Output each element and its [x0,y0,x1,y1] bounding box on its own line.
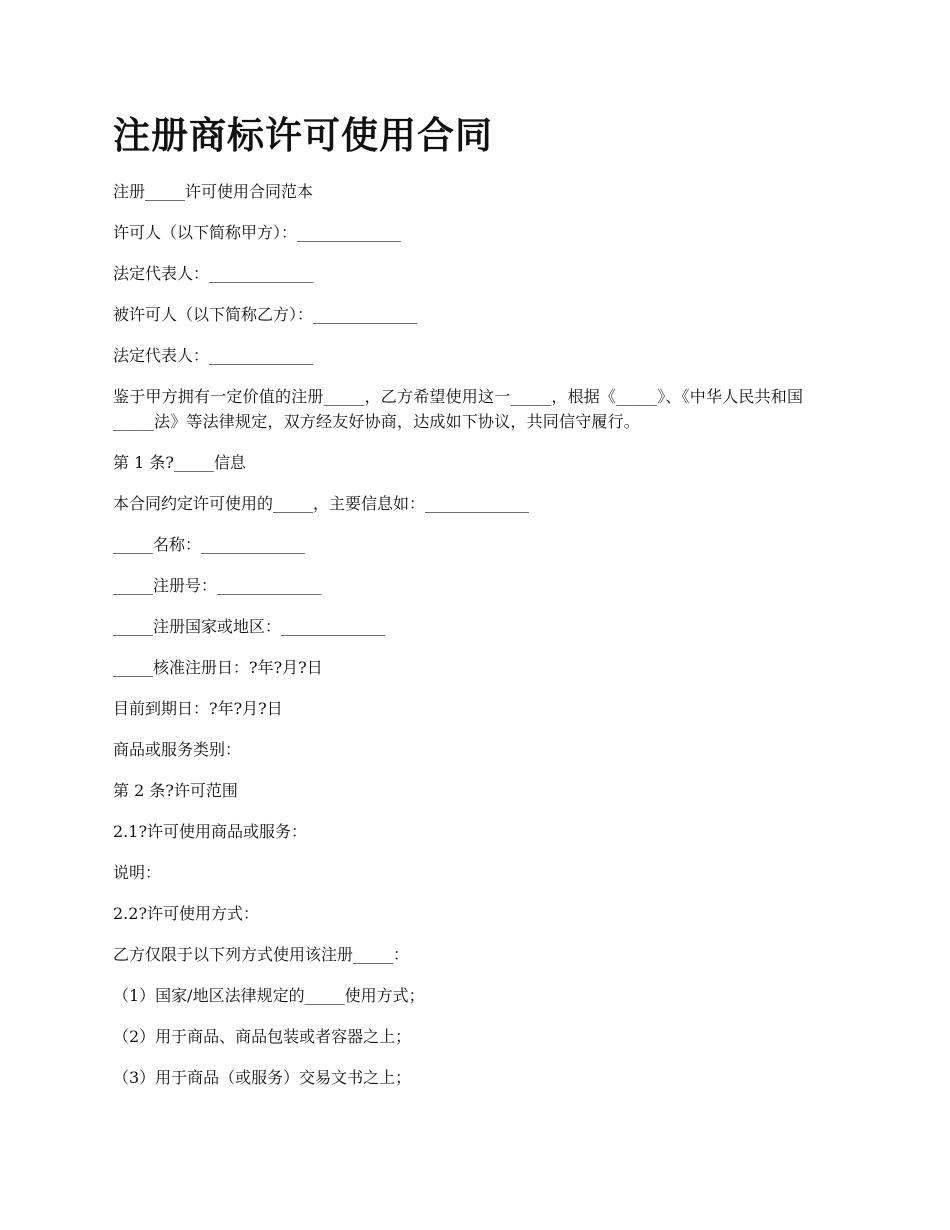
paragraph-registration-number: _____注册号：_____________ [113,576,322,595]
paragraph-name: _____名称：_____________ [113,535,306,554]
document-title: 注册商标许可使用合同 [113,114,493,157]
list-item-3: （3）用于商品（或服务）交易文书之上； [113,1068,412,1087]
article-1-heading: 第 1 条?_____信息 [113,453,246,472]
paragraph-licensee-representative: 法定代表人：_____________ [113,346,314,365]
paragraph-usage-restriction: 乙方仅限于以下列方式使用该注册_____： [113,945,410,964]
clause-2-2-heading: 2.2?许可使用方式： [113,904,260,923]
paragraph-expiry-date: 目前到期日：?年?月?日 [113,699,283,718]
paragraph-licensor-representative: 法定代表人：_____________ [113,264,314,283]
list-item-2: （2）用于商品、商品包装或者容器之上； [113,1027,412,1046]
paragraph-licensee: 被许可人（以下简称乙方）：_____________ [113,305,418,324]
paragraph-main-info: 本合同约定许可使用的_____，主要信息如：_____________ [113,494,530,513]
article-2-heading: 第 2 条?许可范围 [113,781,238,800]
paragraph-preamble: 鉴于甲方拥有一定价值的注册_____，乙方希望使用这一_____，根据《_____》、《中华人民共和国_____法》等法律规定，双方经友好协商，达成如下协议，共同信守履行。 [113,387,804,431]
list-item-1: （1）国家/地区法律规定的_____使用方式； [113,986,425,1005]
paragraph-goods-services-class: 商品或服务类别： [113,740,242,759]
paragraph-description: 说明： [113,863,162,882]
clause-2-1-heading: 2.1?许可使用商品或服务： [113,822,308,841]
paragraph-registration-country: _____注册国家或地区：_____________ [113,617,386,636]
paragraph-licensor: 许可人（以下简称甲方）：_____________ [113,223,402,242]
paragraph-approval-date: _____核准注册日：?年?月?日 [113,658,323,677]
paragraph-contract-template: 注册_____许可使用合同范本 [113,182,314,201]
